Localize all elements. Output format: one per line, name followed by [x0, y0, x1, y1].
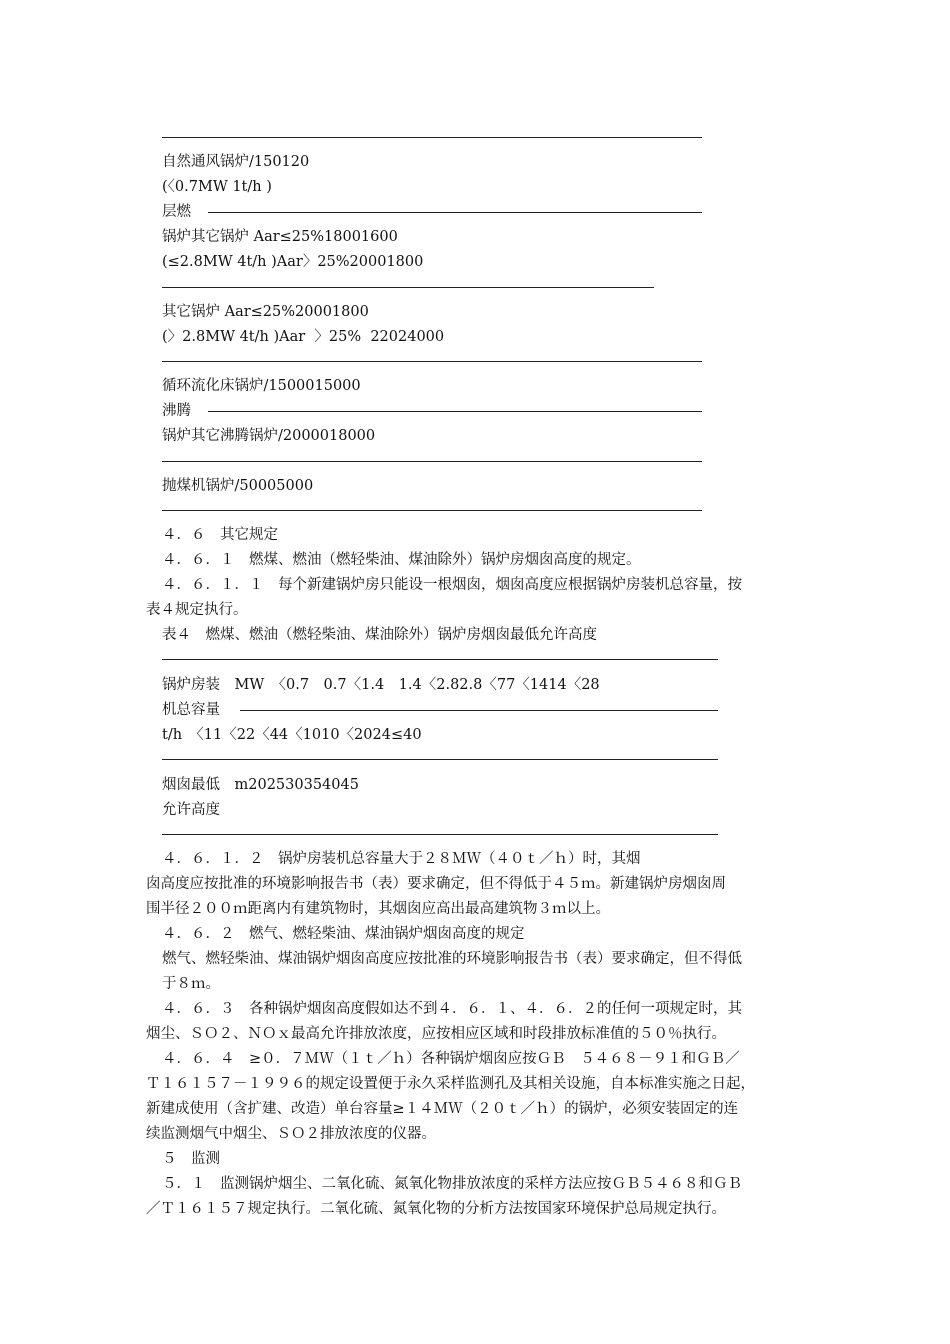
- table-rule: [208, 411, 702, 412]
- table-row-text: (〈0.7MW 1t/h ): [162, 179, 272, 195]
- table-rule: [240, 710, 718, 711]
- paragraph: ／Ｔ１６１５７规定执行。二氧化硫、氮氧化物的分析方法按国家环境保护总局规定执行。: [146, 1201, 726, 1217]
- table-row-text: 层燃: [162, 204, 191, 220]
- table-row-text: 自然通风锅炉/150120: [162, 154, 310, 170]
- table-row-text: (〉2.8MW 4t/h )Aar 〉25% 22024000: [162, 329, 445, 345]
- table-row-text: 其它锅炉 Aar≤25%20001800: [162, 304, 369, 320]
- section-heading: ４．６ 其它规定: [162, 527, 278, 543]
- paragraph: 烟尘、ＳＯ２、ＮＯｘ最高允许排放浓度，应按相应区域和时段排放标准值的５０％执行。: [146, 1026, 726, 1042]
- table-rule: [162, 287, 654, 288]
- table-title: 表４ 燃煤、燃油（燃轻柴油、煤油除外）锅炉房烟囱最低允许高度: [162, 627, 597, 643]
- paragraph: ４．６．２ 燃气、燃轻柴油、煤油锅炉烟囱高度的规定: [162, 926, 525, 942]
- table-row-text: 抛煤机锅炉/50005000: [162, 478, 314, 494]
- paragraph: 表４规定执行。: [146, 602, 248, 618]
- table-rule: [162, 137, 702, 138]
- table-row-text: t/h 〈11〈22〈44〈1010〈2024≤40: [162, 727, 422, 743]
- table-row-text: 机总容量: [162, 702, 220, 718]
- table-row-text: 烟囱最低 m202530354045: [162, 777, 359, 793]
- table-row-text: 沸腾: [162, 403, 191, 419]
- paragraph: 囱高度应按批准的环境影响报告书（表）要求确定，但不得低于４５ｍ。新建锅炉房烟囱周: [146, 876, 726, 892]
- table-rule: [162, 461, 702, 462]
- table-rule: [162, 759, 718, 760]
- table-row-text: (≤2.8MW 4t/h )Aar〉25%20001800: [162, 254, 424, 270]
- paragraph: ４．６．１ 燃煤、燃油（燃轻柴油、煤油除外）锅炉房烟囱高度的规定。: [162, 552, 641, 568]
- paragraph: 新建成使用（含扩建、改造）单台容量≥１４ＭＷ（２０ｔ／ｈ）的锅炉，必须安装固定的连: [146, 1101, 739, 1117]
- paragraph: ４．６．１．２ 锅炉房装机总容量大于２８ＭＷ（４０ｔ／ｈ）时，其烟: [162, 851, 641, 867]
- table-rule: [208, 212, 702, 213]
- paragraph: ５．１ 监测锅炉烟尘、二氧化硫、氮氧化物排放浓度的采样方法应按ＧＢ５４６８和ＧＢ: [162, 1176, 742, 1192]
- paragraph: ４．６．１．１ 每个新建锅炉房只能设一根烟囱，烟囱高度应根据锅炉房装机总容量，按: [162, 577, 742, 593]
- table-rule: [162, 361, 702, 362]
- table-row-text: 锅炉房装 MW 〈0.7 0.7〈1.4 1.4〈2.82.8〈77〈1414〈28: [162, 677, 600, 693]
- paragraph: 于８ｍ。: [162, 976, 220, 992]
- paragraph: ４．６．４ ≥０．７ＭＷ（１ｔ／ｈ）各种锅炉烟囱应按ＧＢ ５４６８－９１和ＧＢ／: [162, 1051, 740, 1067]
- table-rule: [162, 659, 718, 660]
- table-rule: [162, 510, 702, 511]
- table-row-text: 锅炉其它沸腾锅炉/2000018000: [162, 428, 376, 444]
- paragraph: 围半径２００ｍ距离内有建筑物时，其烟囱应高出最高建筑物３ｍ以上。: [146, 901, 610, 917]
- paragraph: ４．６．３ 各种锅炉烟囱高度假如达不到４．６．１、４．６．２的任何一项规定时，其: [162, 1001, 742, 1017]
- paragraph: 续监测烟气中烟尘、ＳＯ２排放浓度的仪器。: [146, 1126, 436, 1142]
- table-row-text: 循环流化床锅炉/1500015000: [162, 378, 361, 394]
- section-heading: ５ 监测: [162, 1151, 220, 1167]
- paragraph: 燃气、燃轻柴油、煤油锅炉烟囱高度应按批准的环境影响报告书（表）要求确定，但不得低: [162, 951, 742, 967]
- paragraph: Ｔ１６１５７－１９９６的规定设置便于永久采样监测孔及其相关设施，自本标准实施之日起，: [146, 1076, 755, 1092]
- table-rule: [162, 834, 718, 835]
- table-row-text: 允许高度: [162, 802, 220, 818]
- table-row-text: 锅炉其它锅炉 Aar≤25%18001600: [162, 229, 398, 245]
